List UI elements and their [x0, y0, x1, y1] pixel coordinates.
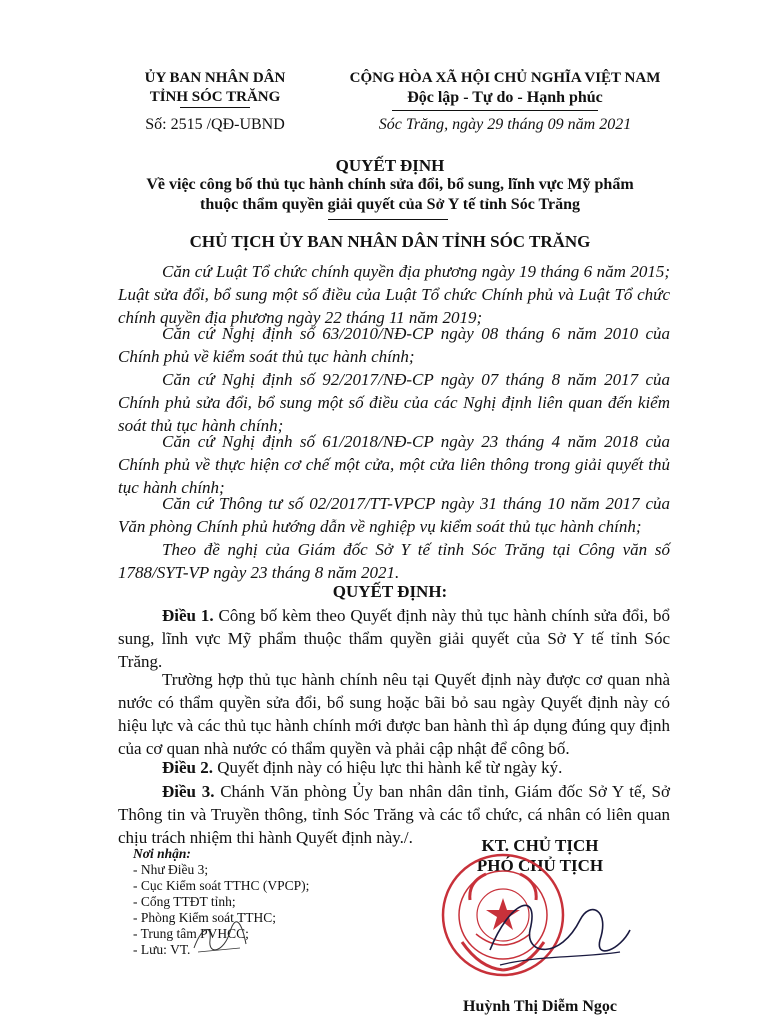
initials-scribble [190, 918, 250, 956]
recipient-item: - Trung tâm PVHCC; [133, 926, 249, 941]
ground-3: Căn cứ Nghị định số 92/2017/NĐ-CP ngày 07 tháng 8 năm 2017 của Chính phủ sửa đổi, bổ sung một số điều của các Nghị định liên quan đến kiểm soát thủ tục hành chính; [118, 370, 670, 435]
signature-title-2: PHÓ CHỦ TỊCH [476, 856, 604, 875]
recipient-item: - Cục Kiểm soát TTHC (VPCP); [133, 878, 310, 893]
recipients-block [133, 846, 393, 958]
recipient-item: - Như Điều 3; [133, 862, 209, 877]
signer-name: Huỳnh Thị Diễm Ngọc [463, 998, 617, 1015]
article-1 [118, 604, 670, 673]
nation-motto: Độc lập - Tự do - Hạnh phúc [407, 89, 603, 106]
agency-name-line2: TỈNH SÓC TRĂNG [149, 89, 281, 105]
recipient-item: - Cổng TTĐT tỉnh; [133, 894, 236, 909]
decision-heading: QUYẾT ĐỊNH: [332, 582, 448, 601]
article-2 [118, 756, 670, 779]
recipient-item: - Phòng Kiểm soát TTHC; [133, 910, 276, 925]
nation-name: CỘNG HÒA XÃ HỘI CHỦ NGHĨA VIỆT NAM [349, 70, 661, 86]
ground-1: Căn cứ Luật Tổ chức chính quyền địa phương ngày 19 tháng 6 năm 2015; Luật sửa đổi, bổ sung một số điều của Luật Tổ chức Chính phủ và Luật Tổ chức chính quyền địa phương ngày 22 tháng 11 năm 2019; [118, 262, 670, 327]
motto-underline [392, 110, 598, 111]
ground-5: Căn cứ Thông tư số 02/2017/TT-VPCP ngày 31 tháng 10 năm 2017 của Văn phòng Chính phủ hướng dẫn về nghiệp vụ kiểm soát thủ tục hành chính; [118, 494, 670, 536]
ground-6: Theo đề nghị của Giám đốc Sở Y tế tỉnh Sóc Trăng tại Công văn số 1788/SYT-VP ngày 23 tháng 8 năm 2021. [118, 540, 670, 582]
ground-4: Căn cứ Nghị định số 61/2018/NĐ-CP ngày 23 tháng 4 năm 2018 của Chính phủ về thực hiện cơ chế một cửa, một cửa liên thông trong giải quyết thủ tục hành chính; [118, 432, 670, 497]
signature-title-1: KT. CHỦ TỊCH [481, 836, 599, 855]
document-number: Số: 2515 /QĐ-UBND [145, 116, 285, 133]
article-1-label: Điều 1. [162, 606, 214, 625]
ground-2: Căn cứ Nghị định số 63/2010/NĐ-CP ngày 08 tháng 6 năm 2010 của Chính phủ về kiểm soát thủ tục hành chính; [118, 324, 670, 366]
article-1-text: Công bố kèm theo Quyết định này thủ tục hành chính sửa đổi, bổ sung, lĩnh vực Mỹ phẩm thuộc thẩm quyền giải quyết của Sở Y tế tỉnh Sóc Trăng. [118, 606, 671, 671]
document-title: QUYẾT ĐỊNH [335, 156, 445, 175]
recipients-label: Nơi nhận: [133, 846, 191, 861]
agency-underline [180, 107, 250, 108]
issuing-authority: CHỦ TỊCH ỦY BAN NHÂN DÂN TỈNH SÓC TRĂNG [189, 232, 591, 251]
article-1-paragraph-2: Trường hợp thủ tục hành chính nêu tại Quyết định này được cơ quan nhà nước có thẩm quyền sửa đổi, bổ sung hoặc bãi bỏ sau ngày Quyết định này có hiệu lực và các thủ tục hành chính mới được ban hành thì áp dụng đúng quy định của cơ quan nhà nước có thẩm quyền và phải cập nhật để công bố. [118, 670, 670, 758]
subject-line2: thuộc thẩm quyền giải quyết của Sở Y tế tỉnh Sóc Trăng [199, 196, 580, 213]
article-3-label: Điều 3. [162, 782, 215, 801]
subject-line1: Về việc công bố thủ tục hành chính sửa đổi, bổ sung, lĩnh vực Mỹ phẩm [146, 176, 634, 193]
handwritten-signature [470, 880, 640, 980]
agency-name-line1: ỦY BAN NHÂN DÂN [144, 70, 286, 86]
article-2-text: Quyết định này có hiệu lực thi hành kể từ ngày ký. [217, 758, 563, 777]
subject-underline [328, 219, 448, 220]
recipient-item: - Lưu: VT. [133, 942, 191, 957]
article-3-text: Chánh Văn phòng Ủy ban nhân dân tỉnh, Giám đốc Sở Y tế, Sở Thông tin và Truyền thông, tỉnh Sóc Trăng và các tổ chức, cá nhân có liên quan chịu trách nhiệm thi hành Quyết định này./. [118, 782, 670, 847]
place-date: Sóc Trăng, ngày 29 tháng 09 năm 2021 [378, 116, 632, 133]
article-2-label: Điều 2. [162, 758, 213, 777]
